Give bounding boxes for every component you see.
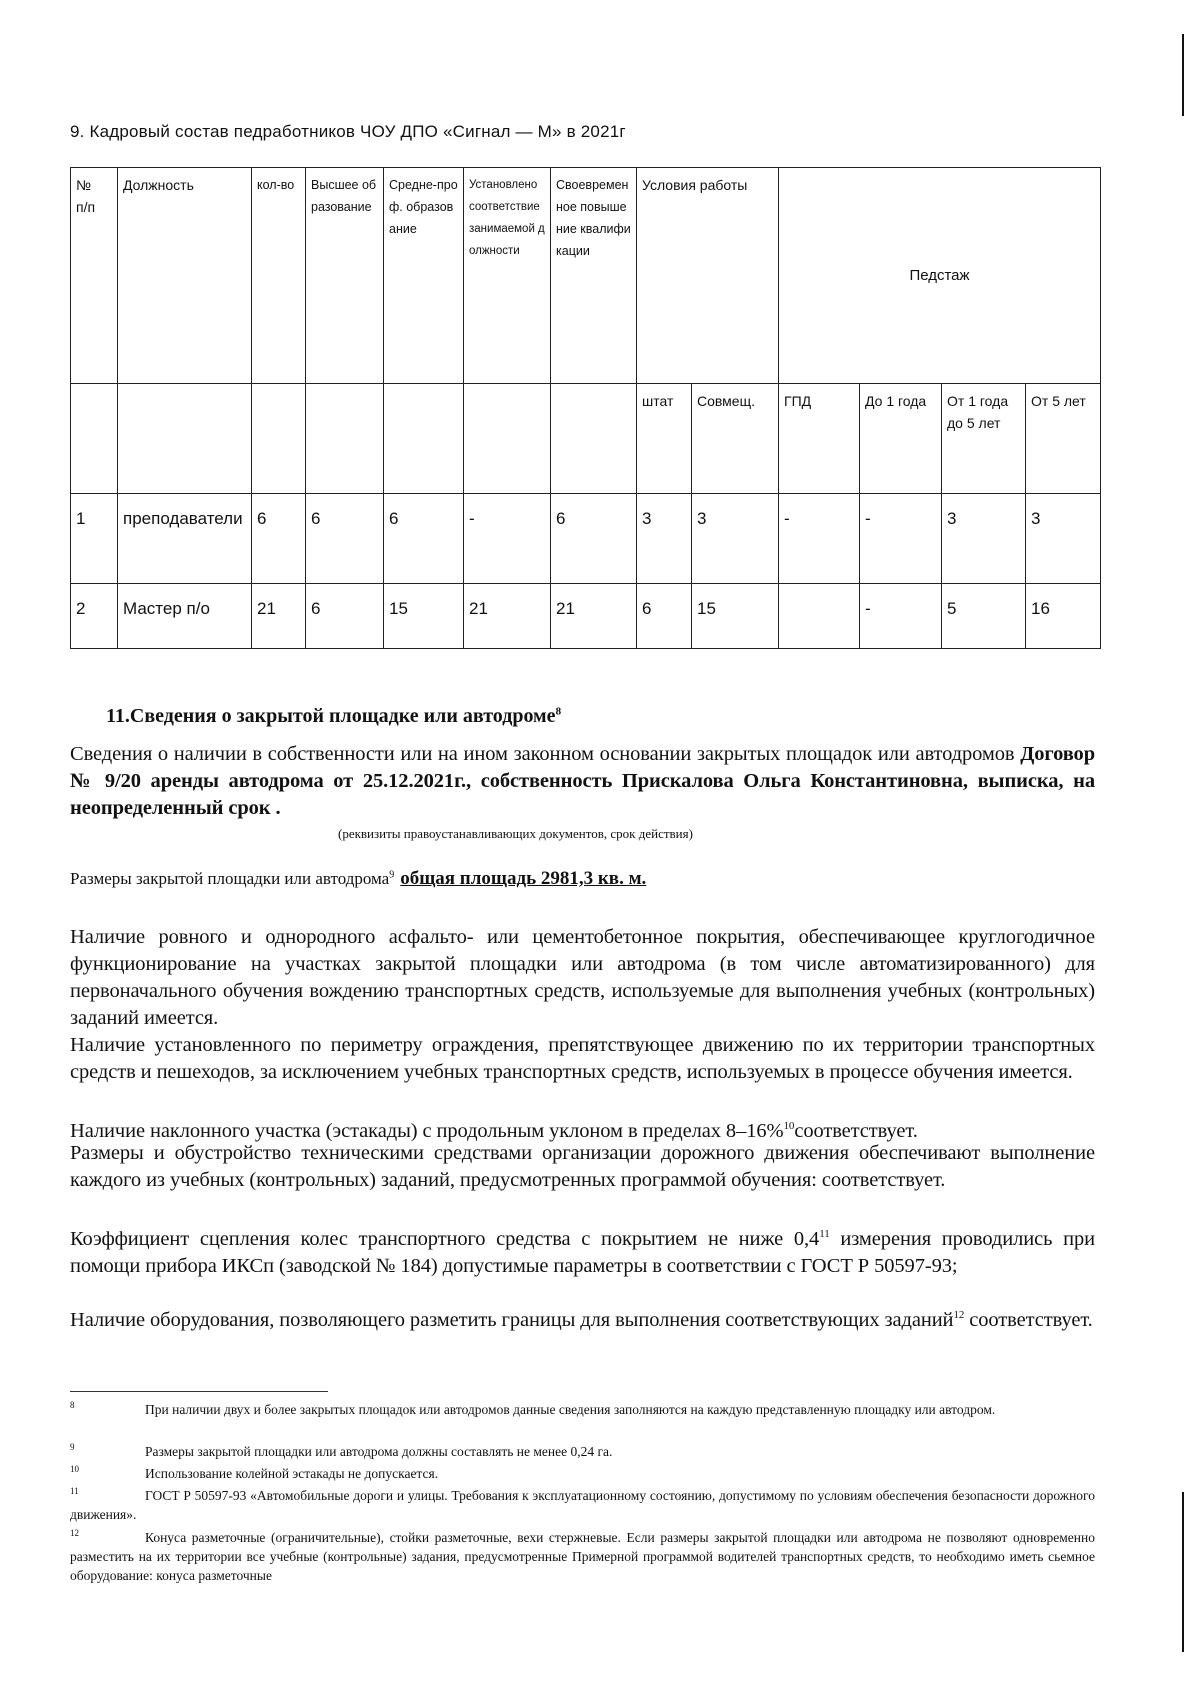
footnote-text: ГОСТ Р 50597-93 «Автомобильные дороги и улицы. Требования к эксплуатационному состоянию, допустимому по условиям обеспечения безопасности дорожного движения».	[70, 1488, 1095, 1522]
footnote-text: Размеры закрытой площадки или автодрома должны составлять не менее 0,24 га.	[145, 1444, 613, 1459]
footnote-ref-10: 10	[783, 1120, 795, 1132]
cell-training: 21	[551, 584, 637, 649]
slope-text: Наличие наклонного участка (эстакады) с продольным уклоном в пределах 8–16%	[70, 1119, 784, 1142]
footnote-number: 9	[70, 1442, 75, 1452]
cell-from1to5: 5	[942, 584, 1026, 649]
footnote-number: 8	[70, 1400, 75, 1410]
cell-position: Мастер п/о	[118, 584, 252, 649]
cell-combined: 3	[692, 494, 779, 584]
friction-paragraph	[70, 1221, 1095, 1280]
footnote-ref-11: 11	[819, 1228, 830, 1240]
header-from1to5: От 1 года до 5 лет	[942, 384, 1026, 494]
table-row	[71, 584, 1101, 649]
header-secondary-edu: Средне-проф. образование	[384, 168, 464, 384]
marking-text: Наличие оборудования, позволяющего разметить границы для выполнения соответствующих заданий	[70, 1308, 954, 1331]
footnote-text: Конуса разметочные (ограничительные), стойки разметочные, вехи стержневые. Если размеры закрытой площадки или автодрома не позволяют одновременно разместить на их территории все учебные (контрольные) задания, предусмотренные Примерной программой водителей транспортных средств, то необходимо иметь сьемное оборудование: конуса разметочные	[70, 1530, 1095, 1583]
cell-from5: 16	[1026, 584, 1101, 649]
footnote-number: 10	[70, 1464, 79, 1474]
header2-empty-3	[252, 384, 306, 494]
cell-training: 6	[551, 494, 637, 584]
slope-result: соответствует.	[794, 1119, 918, 1142]
cell-staff: 3	[637, 494, 692, 584]
table-row	[71, 494, 1101, 584]
footnote	[70, 1464, 1095, 1483]
header-num	[71, 168, 118, 384]
cell-num: 2	[71, 584, 118, 649]
cell-combined: 15	[692, 584, 779, 649]
cell-num: 1	[71, 494, 118, 584]
footnote	[70, 1400, 1095, 1419]
cell-gpd	[779, 584, 860, 649]
header-podstazh: Педстаж	[779, 168, 1101, 384]
cell-gpd: -	[779, 494, 860, 584]
cell-secondary: 15	[384, 584, 464, 649]
scan-edge-line-top	[1182, 34, 1184, 116]
footnote	[70, 1442, 1095, 1461]
header-from5: От 5 лет	[1026, 384, 1101, 494]
header-count: кол-во	[252, 168, 306, 384]
table-header-row-1	[71, 168, 1101, 384]
header-staff: штат	[637, 384, 692, 494]
cell-secondary: 6	[384, 494, 464, 584]
cell-position: преподаватели	[118, 494, 252, 584]
footnote-text: При наличии двух и более закрытых площадок или автодромов данные сведения заполняются на каждую представленную площадку или автодром.	[145, 1402, 996, 1417]
footnote-ref-9: 9	[389, 869, 395, 881]
equipment-paragraph: Размеры и обустройство техническими средствами организации дорожного движения обеспечивают выполнение каждого из учебных (контрольных) заданий, предусмотренных программой обучения: соответствует.	[70, 1142, 1095, 1191]
cell-higher: 6	[306, 494, 384, 584]
friction-text: Коэффициент сцепления колес транспортного средства с покрытием не ниже 0,4	[70, 1227, 820, 1250]
footnote	[70, 1486, 1095, 1524]
header-conformity: Установлено соответствие занимаемой должности	[464, 168, 551, 384]
section-11-title-text: 11.Сведения о закрытой площадке или автодроме	[106, 705, 556, 727]
cell-from1to5: 3	[942, 494, 1026, 584]
document-caption: (реквизиты правоустанавливающих документов, срок действия)	[338, 826, 693, 841]
cell-staff: 6	[637, 584, 692, 649]
footnote-text: Использование колейной эстакады не допускается.	[145, 1466, 439, 1481]
cell-upto1: -	[860, 584, 942, 649]
scan-edge-line-bottom	[1182, 1492, 1184, 1652]
header-num-line2: п/п	[76, 199, 96, 215]
footnote	[70, 1528, 1095, 1585]
table-header-row-2	[71, 384, 1101, 494]
area-line	[70, 868, 682, 890]
header-work-conditions: Условия работы	[637, 168, 779, 384]
cell-from5: 3	[1026, 494, 1101, 584]
cell-upto1: -	[860, 494, 942, 584]
area-value: общая площадь 2981,3 кв. м.	[400, 868, 647, 889]
section-11-title	[106, 705, 561, 728]
footnote-number: 11	[70, 1486, 79, 1496]
header2-empty-2	[118, 384, 252, 494]
pavement-paragraph: Наличие ровного и однородного асфальто- или цементобетонное покрытия, обеспечивающее круглогодичное функционирование на участках закрытой площадки или автодрома (в том числе автоматизированного) для первоначального обучения вождению транспортных средств, используемые для выполнения учебных (контрольных) заданий имеется.	[70, 926, 1095, 1029]
ownership-paragraph	[70, 741, 1095, 822]
header2-empty-1	[71, 384, 118, 494]
header2-empty-6	[464, 384, 551, 494]
marking-paragraph	[70, 1302, 1095, 1334]
footnote-ref-8: 8	[555, 705, 562, 718]
header2-empty-7	[551, 384, 637, 494]
cell-higher: 6	[306, 584, 384, 649]
header-upto1: До 1 года	[860, 384, 942, 494]
header2-empty-4	[306, 384, 384, 494]
cell-count: 21	[252, 584, 306, 649]
cell-conform: 21	[464, 584, 551, 649]
ownership-document: Договор № 9/20 аренды автодрома от 25.12.2021г., собственность Прискалова Ольга Константиновна, выписка, на неопределенный срок .	[70, 743, 1095, 819]
staff-table	[70, 167, 1101, 649]
friction-result: измерения проводились при помощи прибора ИКСп (заводской № 184) допустимые параметры в соответствии с ГОСТ Р 50597-93;	[70, 1227, 1095, 1277]
marking-result: соответствует.	[964, 1308, 1093, 1331]
footnote-ref-12: 12	[953, 1309, 965, 1321]
header-gpd: ГПД	[779, 384, 860, 494]
ownership-text: Сведения о наличии в собственности или на ином законном основании закрытых площадок или автодромов	[70, 743, 1021, 765]
header-combined: Совмещ.	[692, 384, 779, 494]
header-higher-edu: Высшее образование	[306, 168, 384, 384]
fence-paragraph: Наличие установленного по периметру ограждения, препятствующее движению по их территории транспортных средств и пешеходов, за исключением учебных транспортных средств, используемых в процессе обучения имеется.	[70, 1034, 1095, 1083]
header-position: Должность	[118, 168, 252, 384]
footnote-number: 12	[70, 1528, 79, 1538]
cell-conform: -	[464, 494, 551, 584]
header-training: Своевременное повышение квалификации	[551, 168, 637, 384]
cell-count: 6	[252, 494, 306, 584]
area-label: Размеры закрытой площадки или автодрома	[70, 869, 390, 888]
header-num-line1: №	[76, 177, 92, 193]
footnote-separator	[70, 1391, 328, 1392]
header2-empty-5	[384, 384, 464, 494]
section-9-heading: 9. Кадровый состав педработников ЧОУ ДПО «Сигнал — М» в 2021г	[70, 122, 626, 141]
